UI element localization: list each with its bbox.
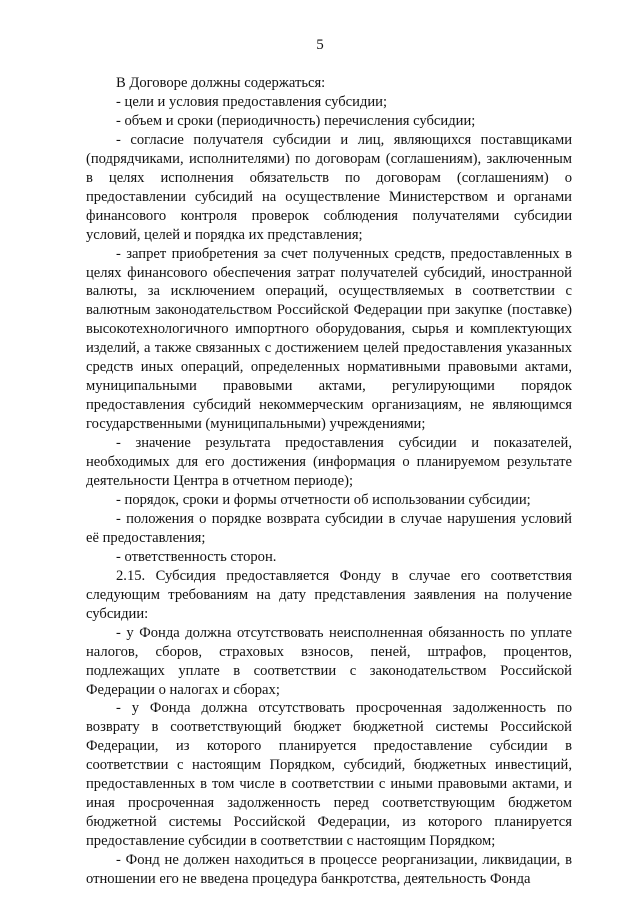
list-item-goals-conditions: - цели и условия предоставления субсидии;	[116, 93, 388, 110]
list-item-consent-inspections: - согласие получателя субсидии и лиц, являющихся поставщиками (подрядчиками, исполнителями) по договорам (соглашениям), заключенным в целях исполнения обязательств по договорам (соглашениям) о предоставлении субсидий на осуществление Министерством и органами финансового контроля проверок соблюдения получателями субсидии условий, целей и порядка их представления;	[86, 131, 572, 243]
list-item-no-budget-debt: - у Фонда должна отсутствовать просроченная задолженность по возврату в соответствующий бюджет бюджетной системы Российской Федерации, из которого планируется предоставление субсидии в соответствии с настоящим Порядком, субсидий, бюджетных инвестиций, предоставленных в том числе в соответствии с иными правовыми актами, и иная просроченная задолженность перед соответствующим бюджетом бюджетной системы Российской Федерации, из которого планируется предоставление субсидии в соответствии с настоящим Порядком;	[86, 700, 572, 850]
list-item-result-indicators: - значение результата предоставления субсидии и показателей, необходимых для его достижения (информация о планируемом результате деятельности Центра в отчетном периоде);	[86, 435, 572, 490]
list-item-responsibility: - ответственность сторон.	[116, 548, 277, 565]
list-item-volume-terms: - объем и сроки (периодичность) перечисления субсидии;	[116, 112, 476, 129]
paragraph-section-2-15: 2.15. Субсидия предоставляется Фонду в случае его соответствия следующим требованиям на дату представления заявления на получение субсидии:	[86, 567, 572, 622]
page-number: 5	[316, 37, 324, 53]
list-item-no-tax-debt: - у Фонда должна отсутствовать неисполненная обязанность по уплате налогов, сборов, страховых взносов, пеней, штрафов, процентов, подлежащих уплате в соответствии с законодательством Российской Федерации о налогах и сборах;	[86, 624, 572, 698]
list-item-currency-prohibition: - запрет приобретения за счет полученных средств, предоставленных в целях финансового обеспечения затрат получателей субсидий, иностранной валюты, за исключением операций, осуществляемых в соответствии с валютным законодательством Российской Федерации при закупке (поставке) высокотехнологичного импортного оборудования, сырья и комплектующих изделий, а также связанных с достижением целей предоставления указанных средств иных операций, определенных нормативными правовыми актами, муниципальными правовыми актами, регулирующими порядок предоставления субсидий некоммерческим организациям, не являющимся государственными (муниципальными) учреждениями;	[86, 245, 572, 433]
list-item-reporting: - порядок, сроки и формы отчетности об использовании субсидии;	[116, 491, 531, 508]
document-body	[86, 74, 572, 889]
list-item-no-reorganization: - Фонд не должен находиться в процессе реорганизации, ликвидации, в отношении его не введена процедура банкротства, деятельность Фонда	[86, 852, 572, 888]
list-item-refund-procedure: - положения о порядке возврата субсидии в случае нарушения условий её предоставления;	[86, 510, 572, 546]
paragraph-contract-contents-intro: В Договоре должны содержаться:	[116, 75, 326, 91]
